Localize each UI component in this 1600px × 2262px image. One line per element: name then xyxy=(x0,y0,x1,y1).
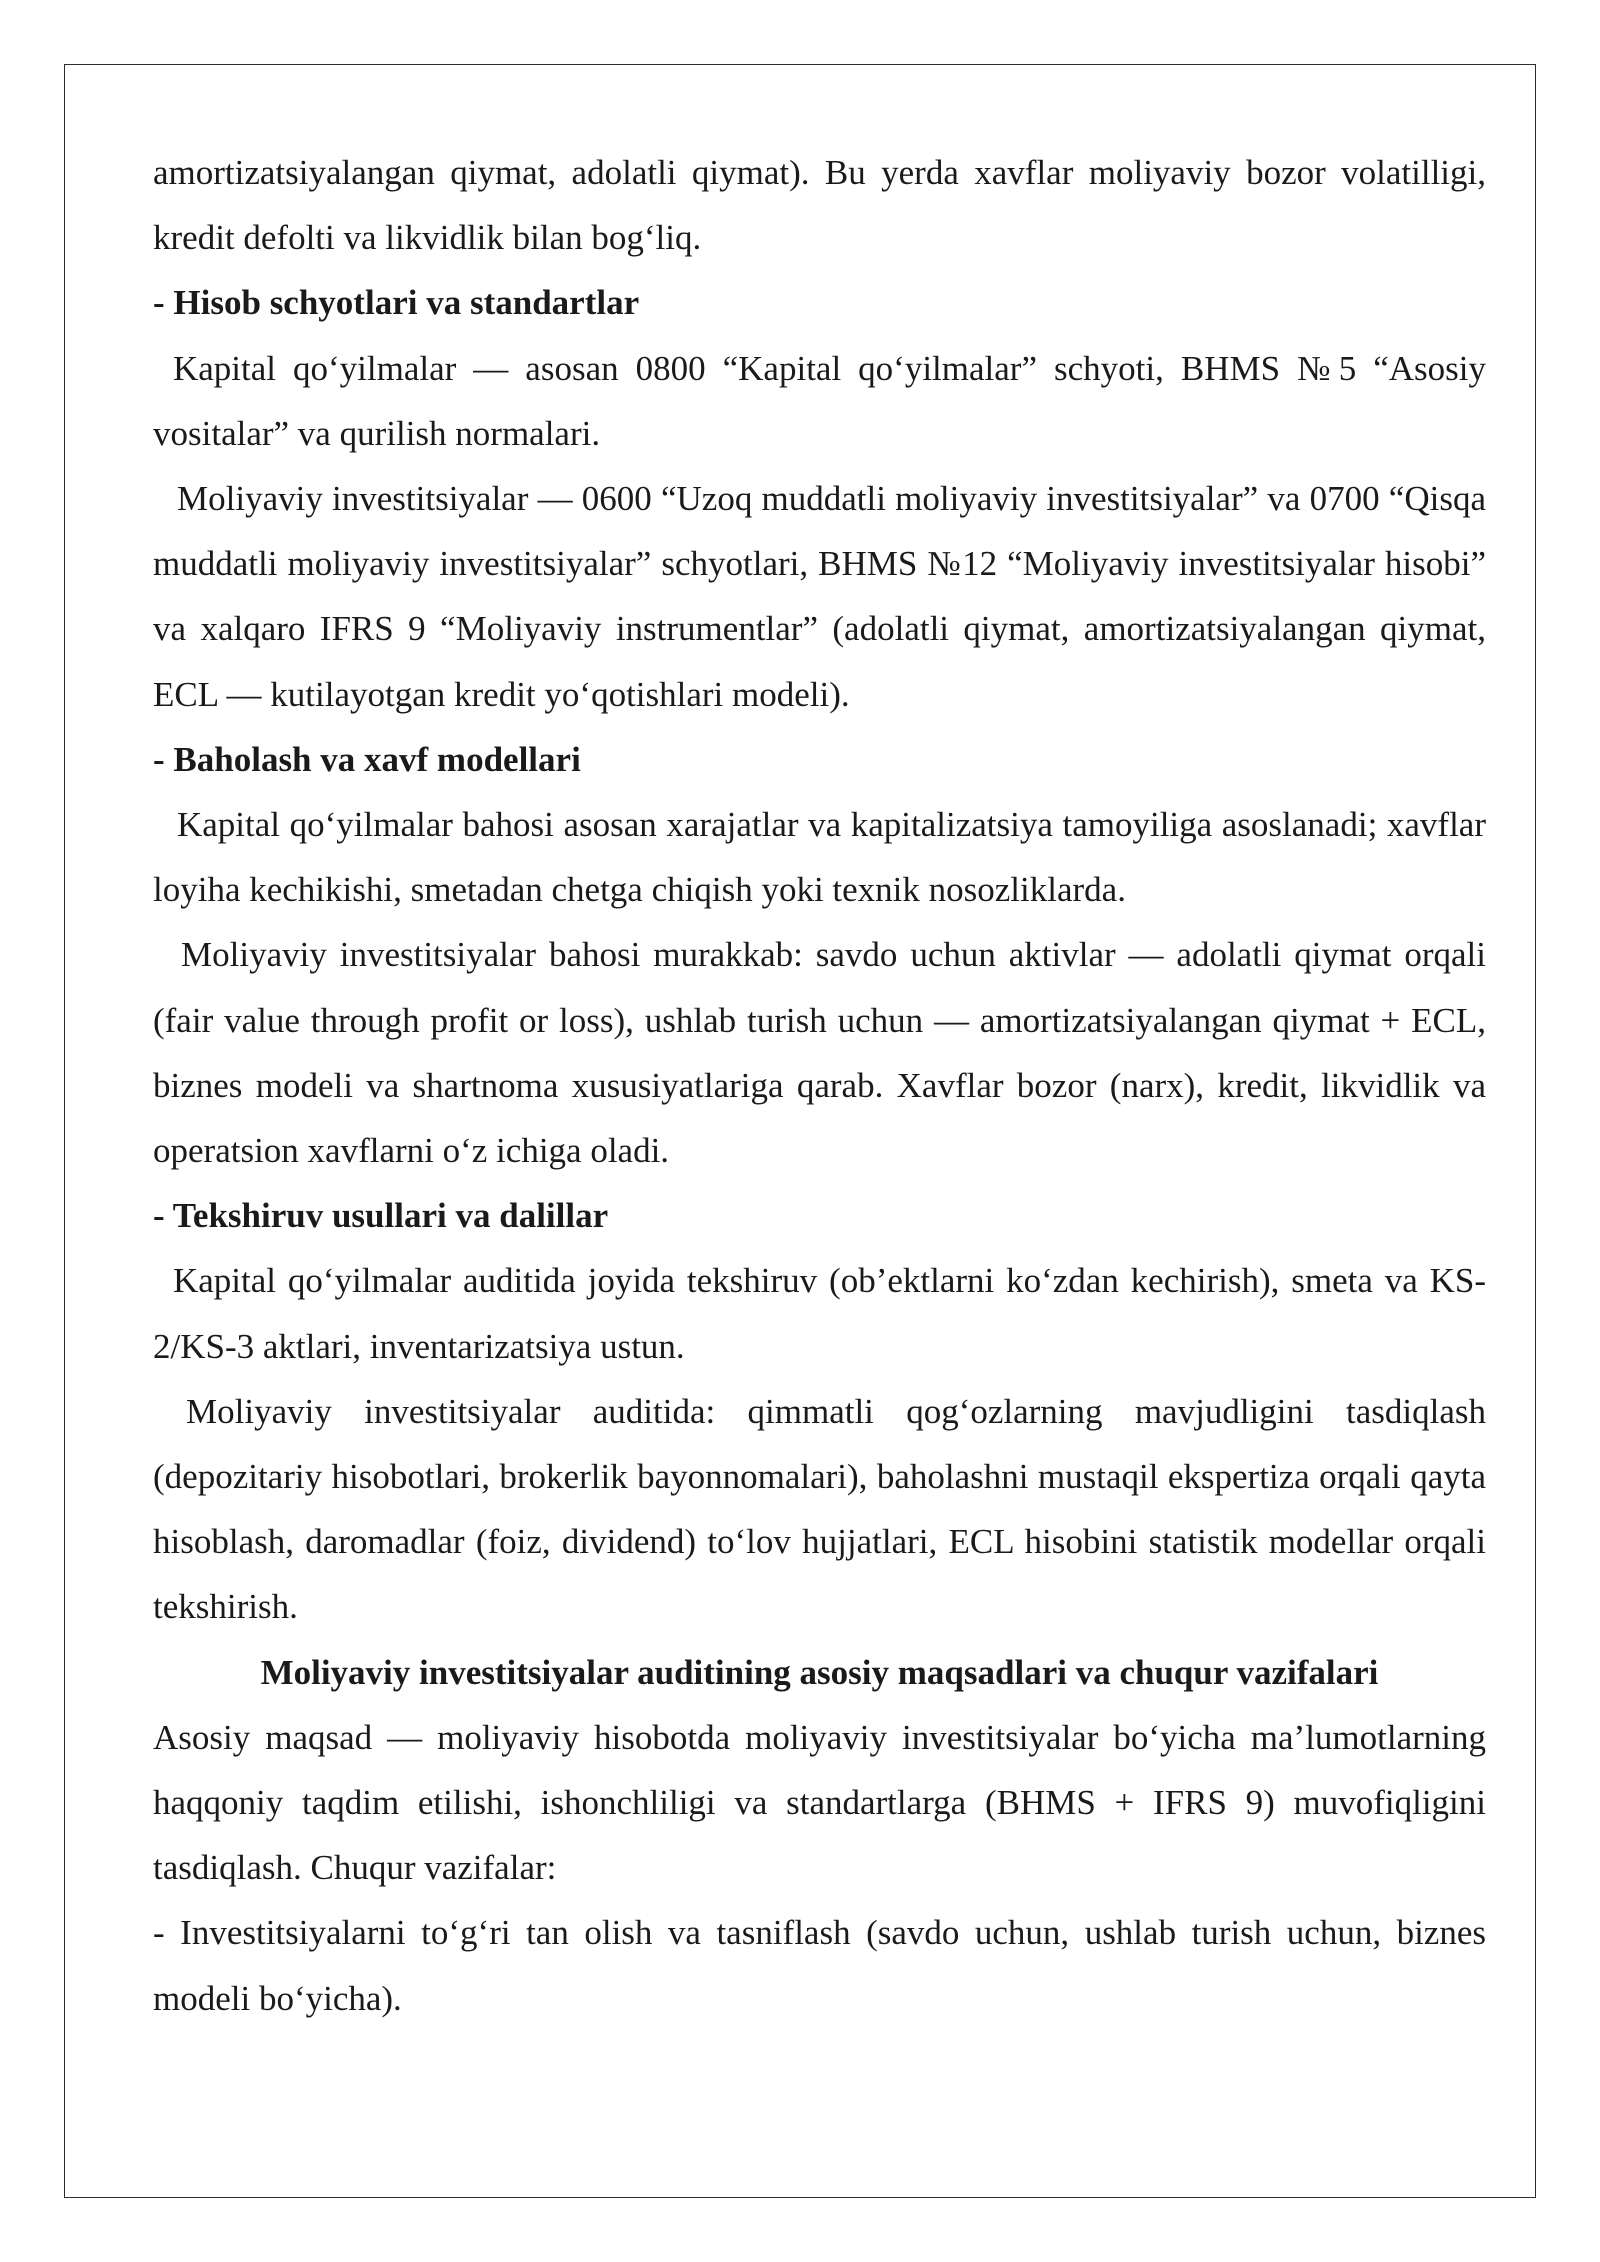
paragraph-financial-audit: Moliyaviy investitsiyalar auditida: qimmatli qog‘ozlarning mavjudligini tasdiqlash (depozitariy hisobotlari, brokerlik bayonnomalari), baholashni mustaqil ekspertiza orqali qayta hisoblash, daromadlar (foiz, dividend) to‘lov hujjatlari, ECL hisobini statistik modellar orqali tekshirish. xyxy=(153,1391,1486,1627)
paragraph-financial-valuation: Moliyaviy investitsiyalar bahosi murakkab: savdo uchun aktivlar — adolatli qiymat orqali (fair value through profit or loss), ushlab turish uchun — amortizatsiyalangan qiymat + ECL, biznes modeli va shartnoma xususiyatlariga qarab. Xavflar bozor (narx), kredit, likvidlik va operatsion xavflarni o‘z ichiga oladi. xyxy=(153,935,1486,1171)
paragraph-continuation: amortizatsiyalangan qiymat, adolatli qiymat). Bu yerda xavflar moliyaviy bozor volatilligi, kredit defolti va likvidlik bilan bog‘liq. xyxy=(153,153,1486,258)
paragraph-financial-investments-accounts: Moliyaviy investitsiyalar — 0600 “Uzoq muddatli moliyaviy investitsiyalar” va 0700 “Qisqa muddatli moliyaviy investitsiyalar” schyotlari, BHMS №12 “Moliyaviy investitsiyalar hisobi” va xalqaro IFRS 9 “Moliyaviy instrumentlar” (adolatli qiymat, amortizatsiyalangan qiymat, ECL — kutilayotgan kredit yo‘qotishlari modeli). xyxy=(153,479,1486,714)
paragraph-main-goal: Asosiy maqsad — moliyaviy hisobotda moliyaviy investitsiyalar bo‘yicha ma’lumotlarning haqqoniy taqdim etilishi, ishonchliligi va standartlarga (BHMS + IFRS 9) muvofiqligini tasdiqlash. Chuqur vazifalar: xyxy=(153,1717,1486,1888)
section-heading-accounts: - Hisob schyotlari va standartlar xyxy=(153,283,640,323)
list-item-recognition: - Investitsiyalarni to‘g‘ri tan olish va tasniflash (savdo uchun, ushlab turish uchun, biznes modeli bo‘yicha). xyxy=(153,1913,1486,2018)
paragraph-capital-audit: Kapital qo‘yilmalar auditida joyida tekshiruv (ob’ektlarni ko‘zdan kechirish), smeta va KS-2/KS-3 aktlari, inventarizatsiya ustun. xyxy=(153,1261,1486,1366)
section-heading-audit-goals: Moliyaviy investitsiyalar auditining asosiy maqsadlari va chuqur vazifalari xyxy=(260,1652,1379,1692)
paragraph-capital-investments-accounts: Kapital qo‘yilmalar — asosan 0800 “Kapital qo‘yilmalar” schyoti, BHMS №5 “Asosiy vositalar” va qurilish normalari. xyxy=(153,348,1486,453)
paragraph-capital-valuation: Kapital qo‘yilmalar bahosi asosan xarajatlar va kapitalizatsiya tamoyiliga asoslanadi; xavflar loyiha kechikishi, smetadan chetga chiqish yoki texnik nosozliklarda. xyxy=(153,805,1486,910)
section-heading-testing: - Tekshiruv usullari va dalillar xyxy=(153,1196,609,1236)
document-body xyxy=(153,140,1486,2031)
section-heading-valuation: - Baholash va xavf modellari xyxy=(153,739,581,779)
